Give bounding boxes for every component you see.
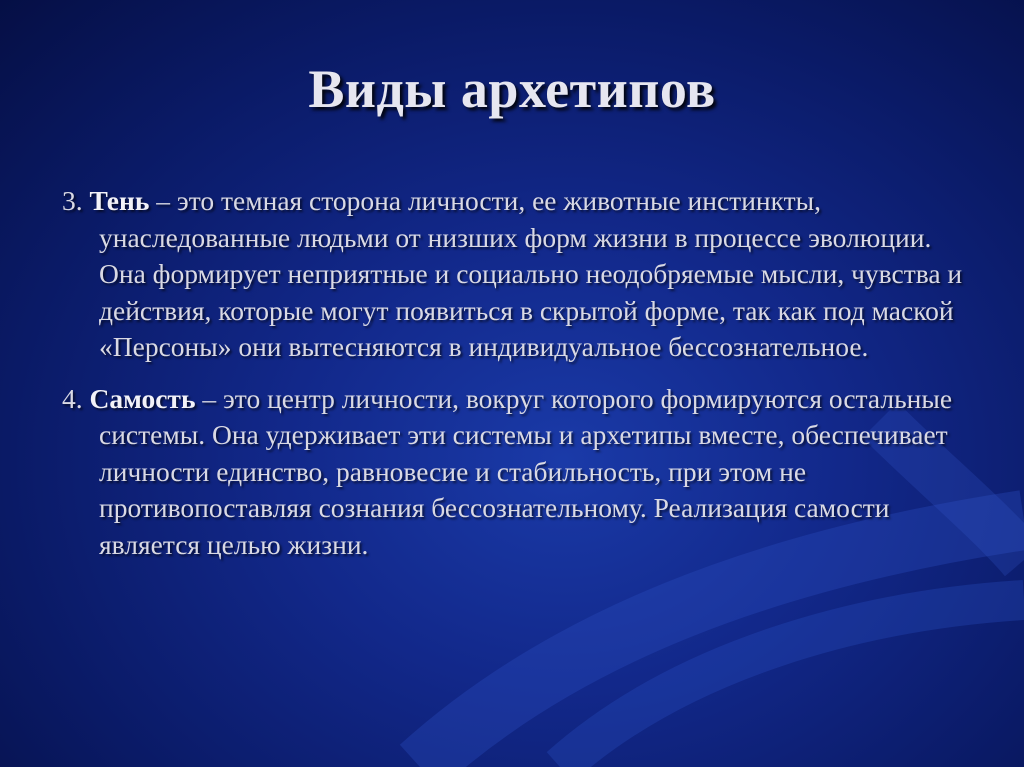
slide-body xyxy=(62,183,982,578)
list-item-self xyxy=(62,381,982,564)
item-text: – это темная сторона личности, ее животные инстинкты, унаследованные людьми от низших форм жизни в процессе эволюции. Она формирует неприятные и социально неодобряемые мысли, чувства и действия, которые могут появиться в скрытой форме, так как под маской «Персоны» они вытесняются в индивидуальное бессознательное. xyxy=(99,185,963,362)
list-item-shadow xyxy=(62,183,982,366)
slide-title: Виды архетипов xyxy=(308,59,716,119)
item-text: – это центр личности, вокруг которого формируются остальные системы. Она удерживает эти системы и архетипы вместе, обеспечивает личности единство, равновесие и стабильность, при этом не противопоставляя сознания бессознательному. Реализация самости является целью жизни. xyxy=(99,382,953,560)
item-term: Тень xyxy=(89,185,150,216)
item-term: Самость xyxy=(89,382,196,414)
item-number: 4. xyxy=(62,382,83,414)
item-number: 3. xyxy=(62,185,83,216)
